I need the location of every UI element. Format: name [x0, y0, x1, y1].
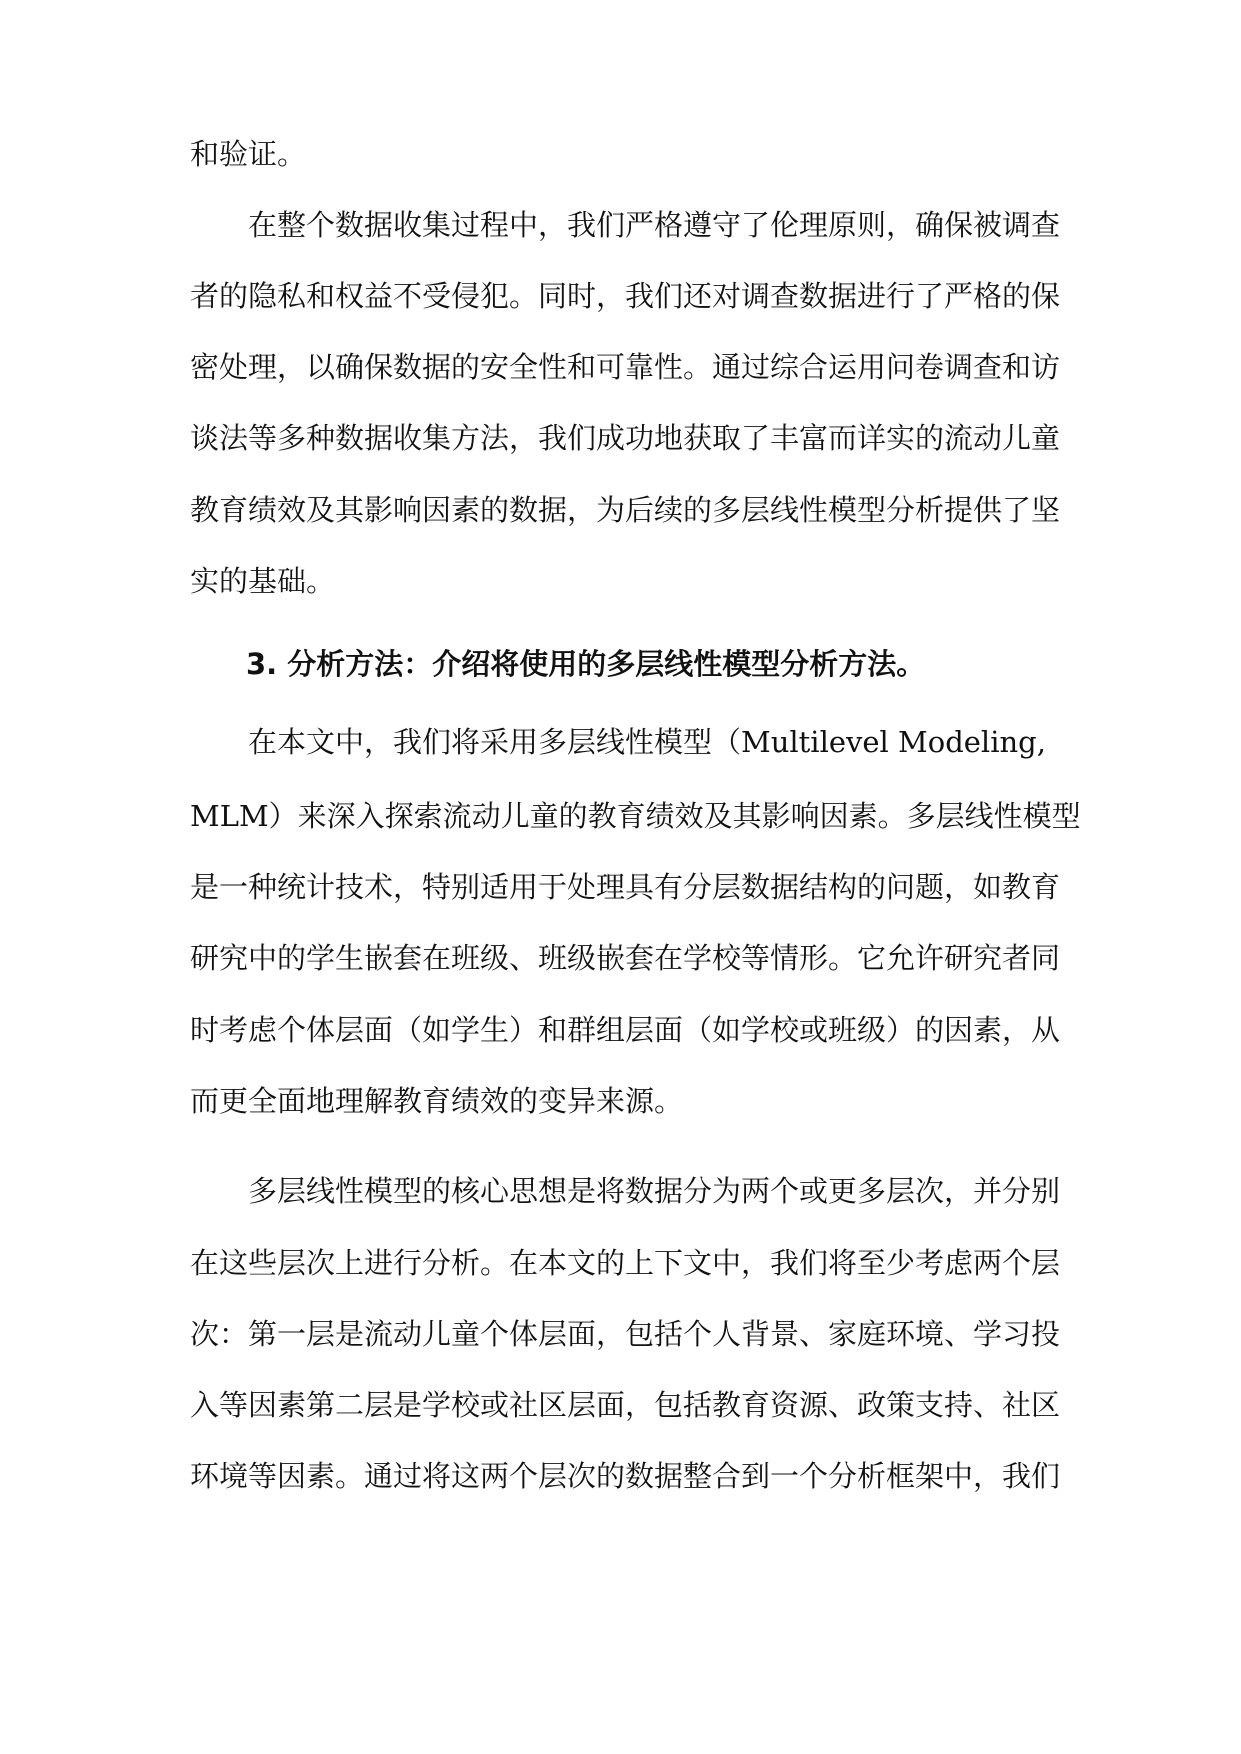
- paragraph-line: 教育绩效及其影响因素的数据，为后续的多层线性模型分析提供了坚: [190, 493, 1061, 527]
- paragraph-line: 研究中的学生嵌套在班级、班级嵌套在学校等情形。它允许研究者同: [190, 941, 1061, 975]
- paragraph-line: 者的隐私和权益不受侵犯。同时，我们还对调查数据进行了严格的保: [190, 279, 1061, 313]
- paragraph-line: 是一种统计技术，特别适用于处理具有分层数据结构的问题，如教育: [190, 870, 1061, 904]
- section-heading: 3. 分析方法：介绍将使用的多层线性模型分析方法。: [246, 647, 926, 681]
- paragraph-line: 入等因素第二层是学校或社区层面，包括教育资源、政策支持、社区: [190, 1388, 1061, 1422]
- paragraph-line: 次：第一层是流动儿童个体层面，包括个人背景、家庭环境、学习投: [190, 1317, 1061, 1351]
- paragraph-line: 在本文中，我们将采用多层线性模型（Multilevel Modeling,: [248, 725, 1046, 759]
- paragraph-line: 在整个数据收集过程中，我们严格遵守了伦理原则，确保被调查: [248, 208, 1061, 242]
- paragraph-line: 时考虑个体层面（如学生）和群组层面（如学校或班级）的因素，从: [190, 1013, 1061, 1047]
- paragraph-line: 多层线性模型的核心思想是将数据分为两个或更多层次，并分别: [248, 1174, 1061, 1208]
- paragraph-line: 和验证。: [190, 137, 307, 171]
- paragraph-line: 环境等因素。通过将这两个层次的数据整合到一个分析框架中，我们: [190, 1459, 1061, 1493]
- paragraph-line: MLM）来深入探索流动儿童的教育绩效及其影响因素。多层线性模型: [190, 799, 1081, 833]
- paragraph-line: 实的基础。: [190, 564, 336, 598]
- paragraph-line: 密处理，以确保数据的安全性和可靠性。通过综合运用问卷调查和访: [190, 350, 1061, 384]
- paragraph-line: 而更全面地理解教育绩效的变异来源。: [190, 1084, 684, 1118]
- paragraph-line: 谈法等多种数据收集方法，我们成功地获取了丰富而详实的流动儿童: [190, 421, 1061, 455]
- paragraph-line: 在这些层次上进行分析。在本文的上下文中，我们将至少考虑两个层: [190, 1246, 1061, 1280]
